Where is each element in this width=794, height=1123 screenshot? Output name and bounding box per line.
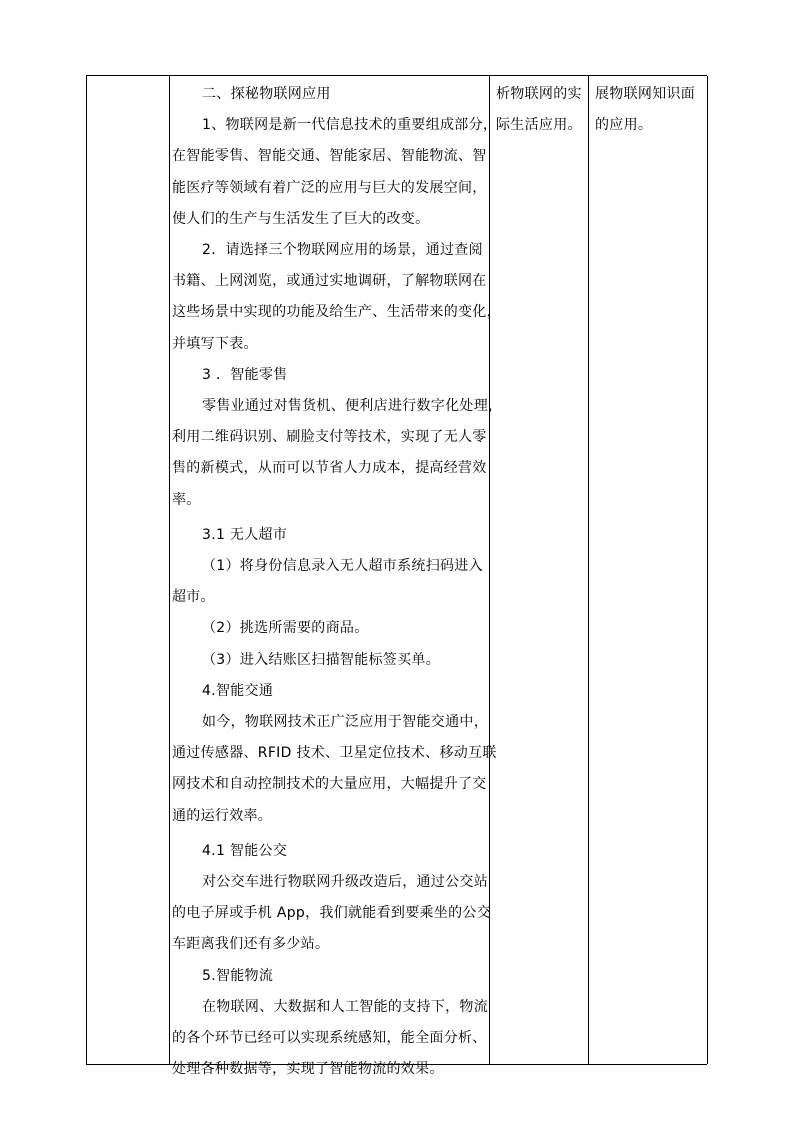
paragraph-line: 际生活应用。: [496, 117, 582, 134]
paragraph-line: 书籍、上网浏览，或通过实地调研，了解物联网在: [172, 273, 487, 290]
paragraph-line: 并填写下表。: [172, 335, 258, 352]
subsection-title: 4.1 智能公交: [202, 842, 288, 859]
paragraph-line: 对公交车进行物联网升级改造后，通过公交站: [202, 874, 488, 891]
paragraph-line: 在物联网、大数据和人工智能的支持下，物流: [202, 998, 488, 1015]
paragraph-line: 1、物联网是新一代信息技术的重要组成部分，: [202, 117, 498, 134]
column-4-content: [595, 79, 705, 141]
paragraph-line: 处理各种数据等，实现了智能物流的效果。: [172, 1061, 444, 1078]
subsection-title: 4.智能交通: [202, 682, 274, 699]
paragraph-line: 展物联网知识面: [595, 86, 696, 102]
step-line: 超市。: [172, 589, 215, 606]
paragraph-line: 零售业通过对售货机、便利店进行数字化处理，: [202, 398, 503, 415]
paragraph-line: 析物联网的实: [496, 86, 582, 102]
paragraph-line: 2．请选择三个物联网应用的场景，通过查阅: [202, 242, 483, 259]
step-line: （2）挑选所需要的商品。: [202, 620, 369, 637]
paragraph-line: 车距离我们还有多少站。: [172, 936, 330, 953]
main-content: [172, 79, 570, 1086]
paragraph-line: 通过传感器、RFID 技术、卫星定位技术、移动互联: [172, 745, 497, 762]
paragraph-line: 的应用。: [595, 117, 653, 134]
paragraph-line: 售的新模式，从而可以节省人力成本，提高经营效: [172, 460, 487, 477]
column-3-content: [496, 79, 584, 141]
step-line: （3）进入结账区扫描智能标签买单。: [202, 651, 441, 668]
paragraph-line: 利用二维码识别、刷脸支付等技术，实现了无人零: [172, 429, 487, 446]
paragraph-line: 的各个环节已经可以实现系统感知，能全面分析、: [172, 1030, 487, 1047]
step-line: （1）将身份信息录入无人超市系统扫码进入: [202, 558, 483, 575]
paragraph-line: 如今，物联网技术正广泛应用于智能交通中，: [202, 714, 488, 731]
subsection-title: 5.智能物流: [202, 967, 274, 984]
paragraph-line: 率。: [172, 491, 201, 508]
paragraph-line: 使人们的生产与生活发生了巨大的改变。: [172, 210, 430, 227]
subsection-title: 3.1 无人超市: [202, 526, 288, 543]
paragraph-line: 这些场景中实现的功能及给生产、生活带来的变化，: [172, 304, 501, 321]
paragraph-line: 通的运行效率。: [172, 807, 273, 824]
section-heading: 二、探秘物联网应用: [202, 86, 331, 102]
table-content: [86, 75, 707, 1078]
paragraph-line: 的电子屏或手机 App，我们就能看到要乘坐的公交: [172, 905, 491, 922]
paragraph-line: 能医疗等领域有着广泛的应用与巨大的发展空间，: [172, 179, 487, 196]
paragraph-line: 网技术和自动控制技术的大量应用，大幅提升了交: [172, 776, 487, 793]
subsection-title: 3 ．智能零售: [202, 366, 288, 383]
paragraph-line: 在智能零售、智能交通、智能家居、智能物流、智: [172, 148, 487, 165]
